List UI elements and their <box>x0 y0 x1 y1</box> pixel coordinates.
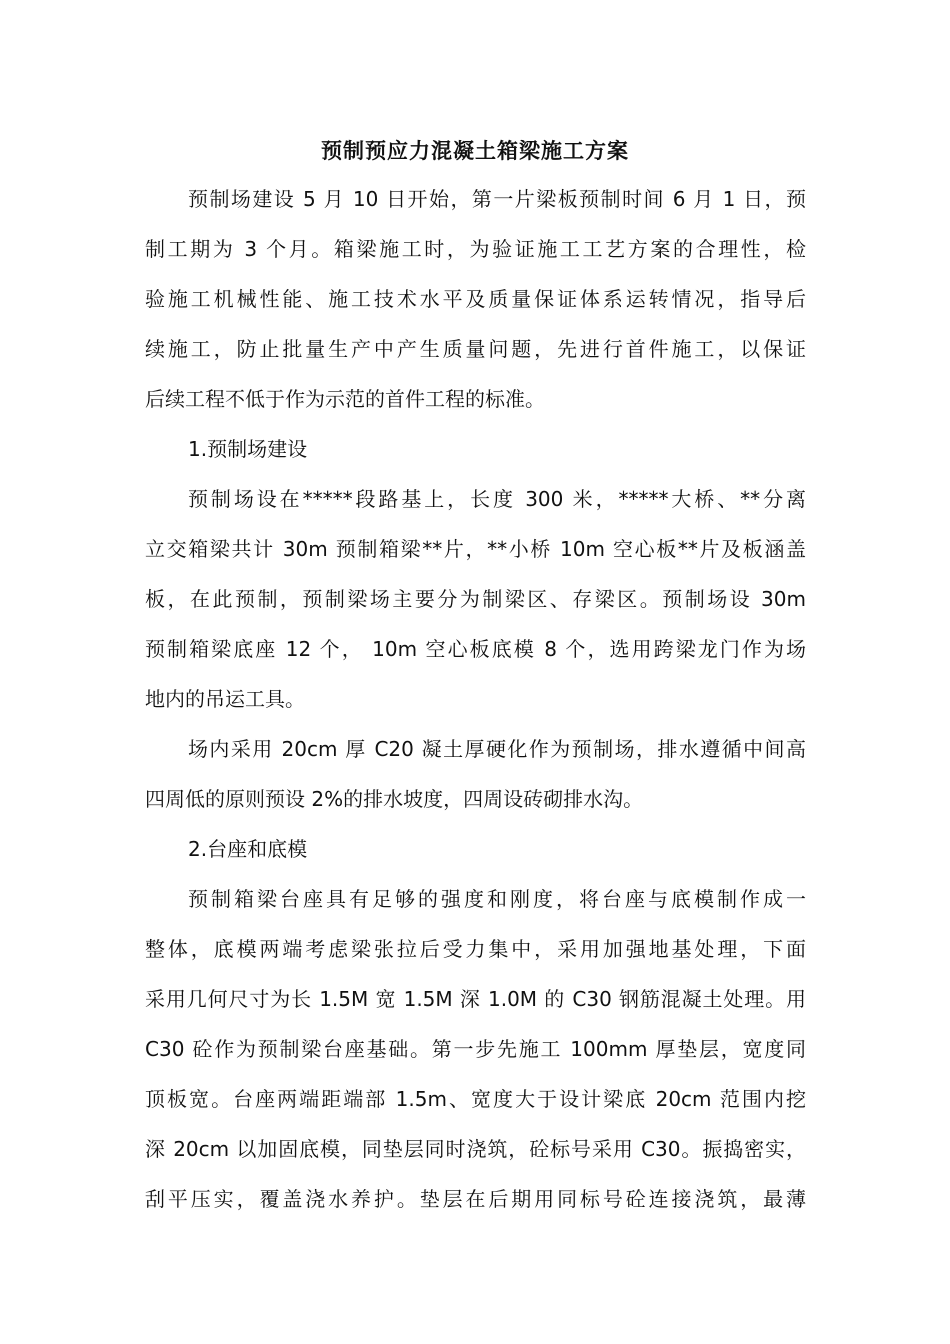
paragraph-line: 预制箱梁台座具有足够的强度和刚度，将台座与底模制作成一 <box>188 887 806 911</box>
paragraph-line: 预制箱梁底座 12 个， 10m 空心板底模 8 个，选用跨梁龙门作为场 <box>145 637 806 661</box>
paragraph-line: 板，在此预制，预制梁场主要分为制梁区、存梁区。预制场设 30m <box>145 587 806 611</box>
paragraph-line: 验施工机械性能、施工技术水平及质量保证体系运转情况，指导后 <box>145 287 806 311</box>
paragraph-line: 预制场建设 5 月 10 日开始，第一片梁板预制时间 6 月 1 日，预 <box>188 187 806 211</box>
document-title: 预制预应力混凝土箱梁施工方案 <box>321 138 629 163</box>
section-heading: 1.预制场建设 <box>188 437 308 461</box>
paragraph-line: 四周低的原则预设 2%的排水坡度，四周设砖砌排水沟。 <box>145 787 644 811</box>
paragraph-line: 深 20cm 以加固底模，同垫层同时浇筑，砼标号采用 C30。振捣密实， <box>145 1137 806 1161</box>
paragraph-line: 场内采用 20cm 厚 C20 凝土厚硬化作为预制场，排水遵循中间高 <box>188 737 806 761</box>
paragraph-line: 后续工程不低于作为示范的首件工程的标准。 <box>145 387 545 411</box>
section-heading: 2.台座和底模 <box>188 837 308 861</box>
paragraph-line: C30 砼作为预制梁台座基础。第一步先施工 100mm 厚垫层，宽度同 <box>145 1037 806 1061</box>
paragraph-line: 刮平压实，覆盖浇水养护。垫层在后期用同标号砼连接浇筑，最薄 <box>145 1187 806 1211</box>
paragraph-line: 预制场设在*****段路基上，长度 300 米，*****大桥、**分离 <box>188 487 806 511</box>
paragraph-line: 续施工，防止批量生产中产生质量问题，先进行首件施工，以保证 <box>145 337 806 361</box>
paragraph-line: 制工期为 3 个月。箱梁施工时，为验证施工工艺方案的合理性，检 <box>145 237 806 261</box>
paragraph-line: 立交箱梁共计 30m 预制箱梁**片，**小桥 10m 空心板**片及板涵盖 <box>145 537 806 561</box>
paragraph-line: 整体，底模两端考虑梁张拉后受力集中，采用加强地基处理，下面 <box>145 937 806 961</box>
paragraph-line: 采用几何尺寸为长 1.5M 宽 1.5M 深 1.0M 的 C30 钢筋混凝土处理。用 <box>145 987 806 1011</box>
paragraph-line: 顶板宽。台座两端距端部 1.5m、宽度大于设计梁底 20cm 范围内挖 <box>145 1087 806 1111</box>
paragraph-line: 地内的吊运工具。 <box>145 687 305 711</box>
